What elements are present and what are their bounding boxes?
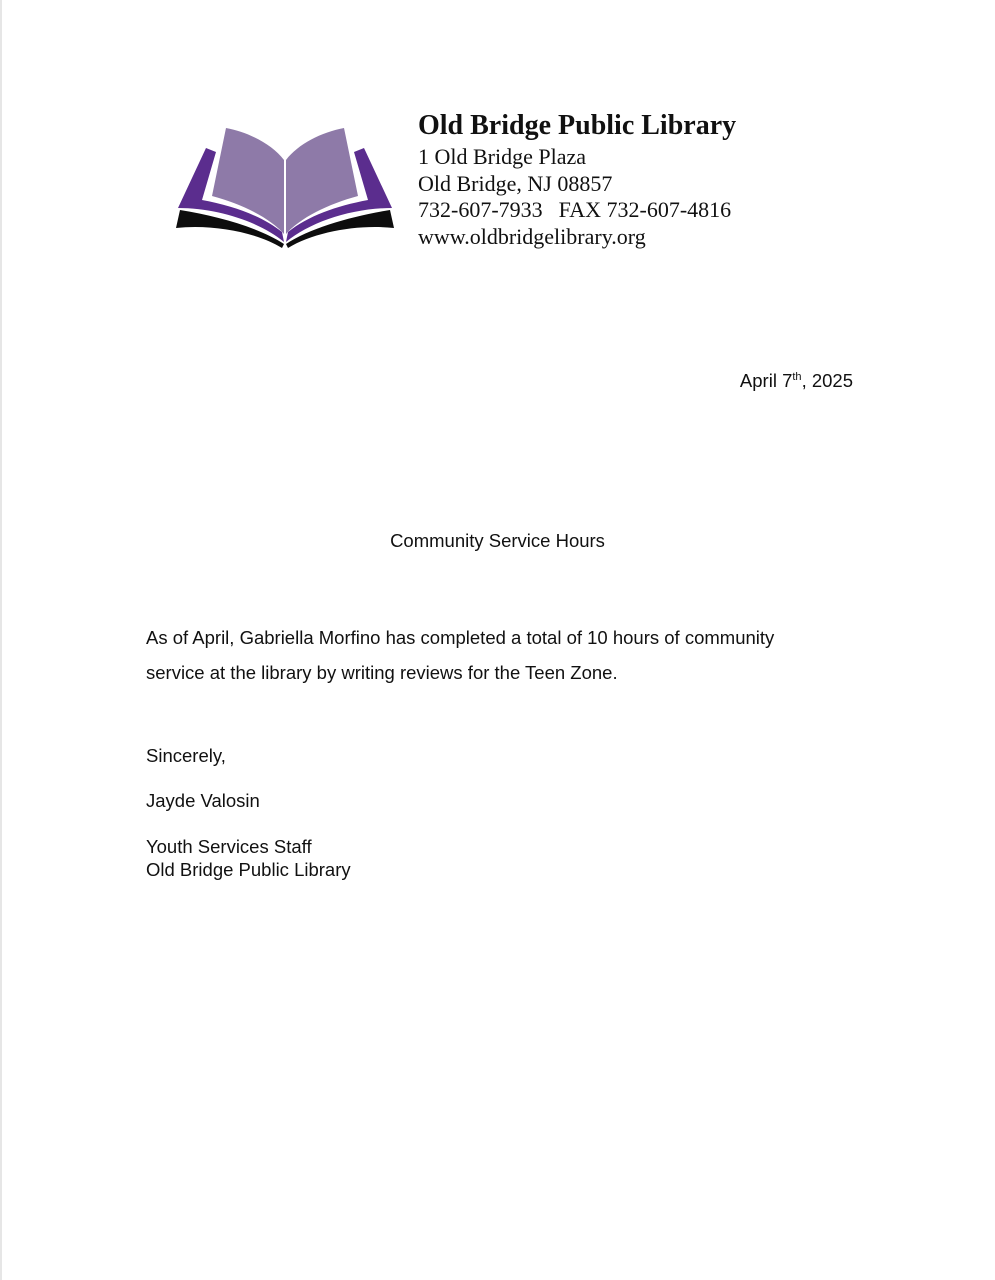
- signer-title-block: [146, 835, 351, 881]
- signer-name: Jayde Valosin: [146, 790, 260, 811]
- website: www.oldbridgelibrary.org: [418, 223, 646, 249]
- signer-org: Old Bridge Public Library: [146, 859, 351, 880]
- address-city: Old Bridge, NJ 08857: [418, 170, 613, 196]
- letter-date: [740, 370, 853, 392]
- address-street: 1 Old Bridge Plaza: [418, 144, 587, 169]
- phone-number: 732-607-7933: [418, 197, 543, 222]
- body-line-2: service at the library by writing reviews for the Teen Zone.: [146, 662, 618, 683]
- phone-fax-line: [418, 197, 736, 224]
- closing: Sincerely,: [146, 745, 226, 766]
- fax-number: FAX 732-607-4816: [558, 197, 732, 222]
- signer-title: Youth Services Staff: [146, 836, 312, 857]
- letterhead: [418, 108, 736, 250]
- letter-body: [146, 620, 846, 690]
- date-month-day: April 7: [739, 370, 793, 391]
- date-suffix: th: [792, 370, 802, 383]
- org-name: Old Bridge Public Library: [418, 110, 737, 141]
- open-book-icon: [172, 124, 398, 250]
- body-line-1: As of April, Gabriella Morfino has completed a total of 10 hours of community: [146, 627, 775, 648]
- date-year: , 2025: [801, 370, 853, 391]
- letter-subject: Community Service Hours: [390, 530, 605, 551]
